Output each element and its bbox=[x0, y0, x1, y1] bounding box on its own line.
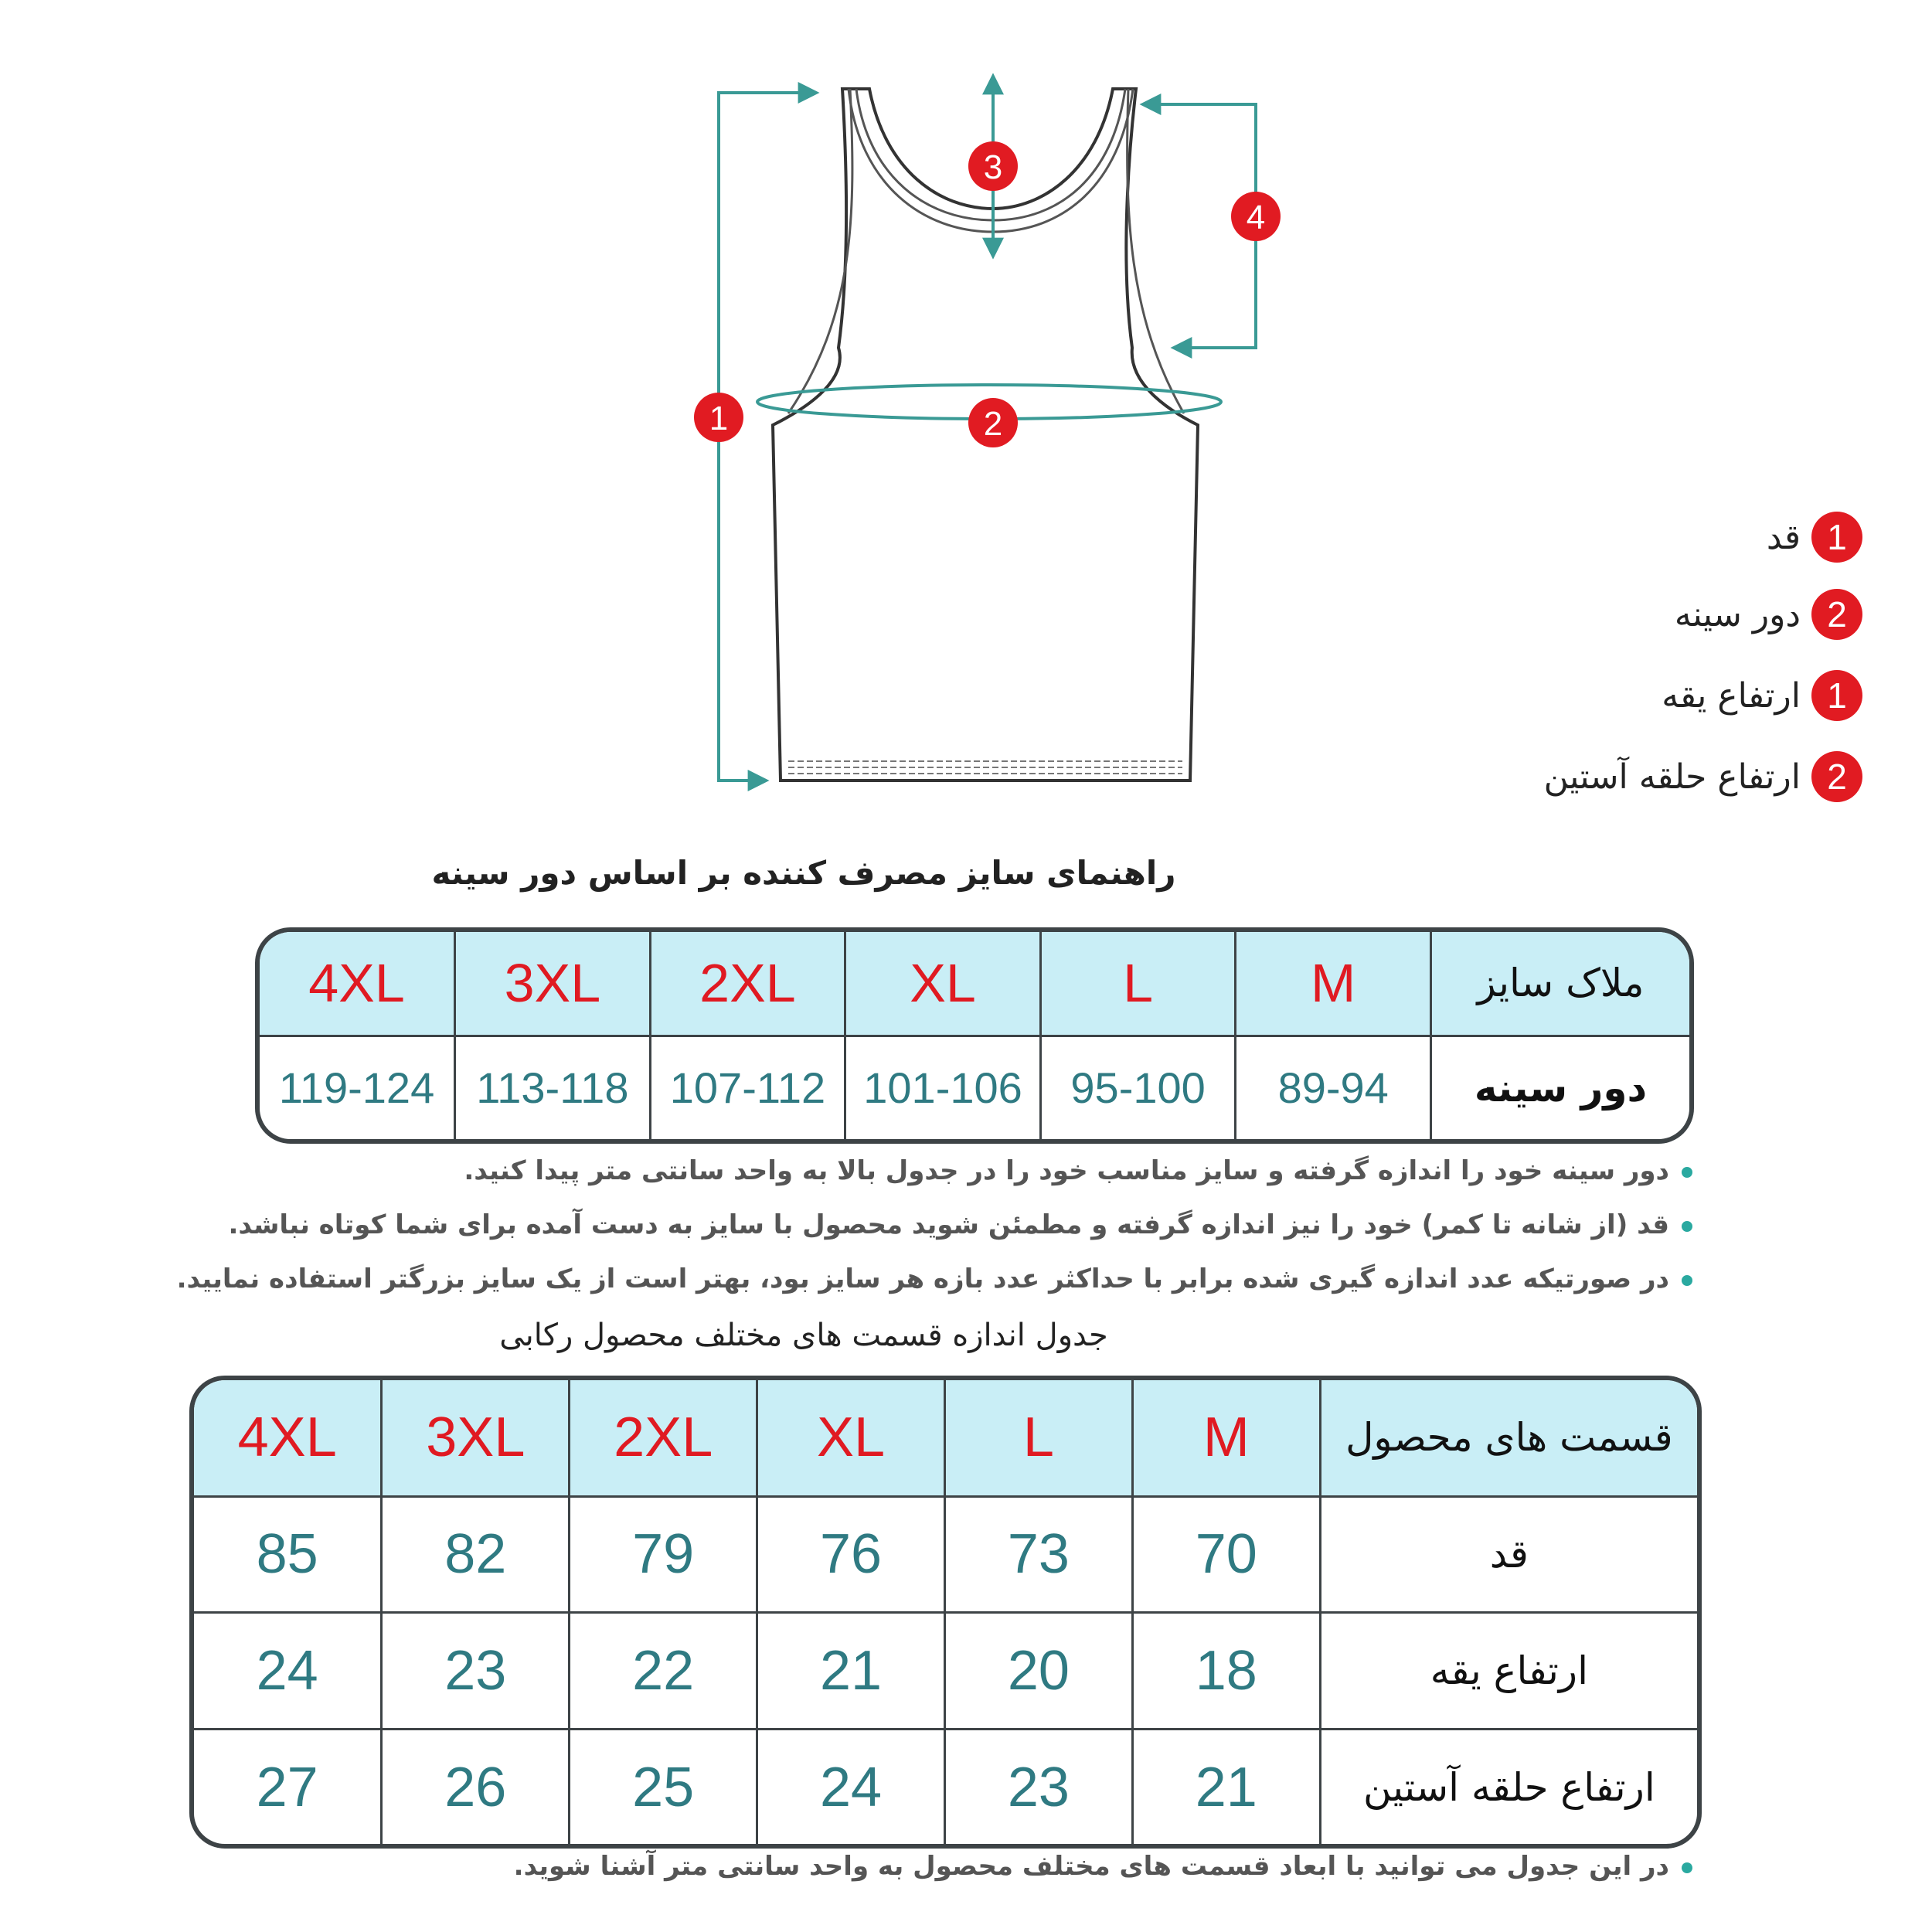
legend-label: دور سینه bbox=[1674, 594, 1801, 634]
legend-badge: 2 bbox=[1811, 751, 1862, 802]
armhole-height-value: 23 bbox=[945, 1730, 1133, 1844]
neck-height-value: 23 bbox=[382, 1613, 570, 1730]
size-header-m: M bbox=[1132, 1380, 1320, 1496]
size-header-4xl: 4XL bbox=[194, 1380, 382, 1496]
neck-height-value: 22 bbox=[570, 1613, 757, 1730]
note-3: در صورتیکه عدد اندازه گیری شده برابر با حداکثر عدد بازه هر سایز بود، بهتر است از یک سایز بزرگتر استفاده نمایید. bbox=[177, 1264, 1692, 1294]
marker-4 bbox=[1231, 192, 1281, 241]
note-parts: در این جدول می توانید با ابعاد قسمت های مختلف محصول به واحد سانتی متر آشنا شوید. bbox=[514, 1851, 1692, 1882]
legend-badge: 2 bbox=[1811, 589, 1862, 640]
size-header-2xl: 2XL bbox=[570, 1380, 757, 1496]
armhole-height-value: 24 bbox=[757, 1730, 945, 1844]
note-2: قد (از شانه تا کمر) خود را نیز اندازه گرفته و مطمئن شوید محصول با سایز به دست آمده برای شما کوتاه نباشد. bbox=[228, 1209, 1692, 1240]
chest-value: 119-124 bbox=[260, 1036, 455, 1139]
size-guide-title: راهنمای سایز مصرف کننده بر اساس دور سینه bbox=[431, 854, 1176, 892]
svg-text:1: 1 bbox=[709, 400, 729, 437]
svg-text:2: 2 bbox=[983, 405, 1003, 443]
armhole-height-value: 26 bbox=[382, 1730, 570, 1844]
height-value: 79 bbox=[570, 1496, 757, 1613]
parts-size-table bbox=[189, 1376, 1702, 1849]
armhole-height-value: 27 bbox=[194, 1730, 382, 1844]
product-parts-label: قسمت های محصول bbox=[1320, 1380, 1697, 1496]
size-header-l: L bbox=[1040, 932, 1236, 1036]
chest-value: 107-112 bbox=[650, 1036, 845, 1139]
legend-item-neck bbox=[1662, 668, 1862, 723]
parts-table-title: جدول اندازه قسمت های مختلف محصول رکابی bbox=[499, 1318, 1108, 1353]
legend-item-armhole bbox=[1544, 750, 1862, 804]
neck-height-value: 20 bbox=[945, 1613, 1133, 1730]
legend-label: ارتفاع یقه bbox=[1662, 675, 1801, 716]
legend-badge: 1 bbox=[1811, 670, 1862, 721]
legend-item-chest bbox=[1675, 587, 1862, 641]
chest-value: 101-106 bbox=[845, 1036, 1041, 1139]
table-row bbox=[194, 1496, 1697, 1613]
size-header-2xl: 2XL bbox=[650, 932, 845, 1036]
size-criterion-label: ملاک سایز bbox=[1431, 932, 1690, 1036]
height-value: 82 bbox=[382, 1496, 570, 1613]
legend-label: قد bbox=[1766, 517, 1801, 557]
svg-text:3: 3 bbox=[983, 148, 1003, 186]
size-header-xl: XL bbox=[757, 1380, 945, 1496]
size-guide-table bbox=[255, 927, 1694, 1144]
height-value: 70 bbox=[1132, 1496, 1320, 1613]
size-header-l: L bbox=[945, 1380, 1133, 1496]
neck-height-value: 21 bbox=[757, 1613, 945, 1730]
marker-2 bbox=[968, 398, 1018, 447]
size-header-xl: XL bbox=[845, 932, 1041, 1036]
legend-badge: 1 bbox=[1811, 512, 1862, 563]
chest-value: 95-100 bbox=[1040, 1036, 1236, 1139]
table-row bbox=[260, 1036, 1689, 1139]
chest-value: 89-94 bbox=[1236, 1036, 1431, 1139]
chest-row-label: دور سینه bbox=[1431, 1036, 1690, 1139]
table-row bbox=[194, 1730, 1697, 1844]
note-1: دور سینه خود را اندازه گرفته و سایز مناسب خود را در جدول بالا به واحد سانتی متر پیدا کنید. bbox=[464, 1155, 1692, 1186]
armhole-height-value: 21 bbox=[1132, 1730, 1320, 1844]
armhole-height-row-label: ارتفاع حلقه آستین bbox=[1320, 1730, 1697, 1844]
neck-height-value: 18 bbox=[1132, 1613, 1320, 1730]
height-value: 85 bbox=[194, 1496, 382, 1613]
chest-value: 113-118 bbox=[455, 1036, 651, 1139]
armhole-height-value: 25 bbox=[570, 1730, 757, 1844]
neck-height-value: 24 bbox=[194, 1613, 382, 1730]
size-header-3xl: 3XL bbox=[382, 1380, 570, 1496]
height-value: 73 bbox=[945, 1496, 1133, 1613]
height-row-label: قد bbox=[1320, 1496, 1697, 1613]
size-header-4xl: 4XL bbox=[260, 932, 455, 1036]
size-header-m: M bbox=[1236, 932, 1431, 1036]
legend-item-height bbox=[1767, 510, 1862, 564]
neck-height-row-label: ارتفاع یقه bbox=[1320, 1613, 1697, 1730]
marker-1 bbox=[694, 393, 743, 442]
svg-text:4: 4 bbox=[1246, 199, 1266, 236]
size-header-3xl: 3XL bbox=[455, 932, 651, 1036]
marker-3 bbox=[968, 141, 1018, 191]
table-row bbox=[194, 1613, 1697, 1730]
legend-label: ارتفاع حلقه آستین bbox=[1543, 757, 1801, 797]
tank-top-diagram bbox=[665, 62, 1283, 804]
height-value: 76 bbox=[757, 1496, 945, 1613]
